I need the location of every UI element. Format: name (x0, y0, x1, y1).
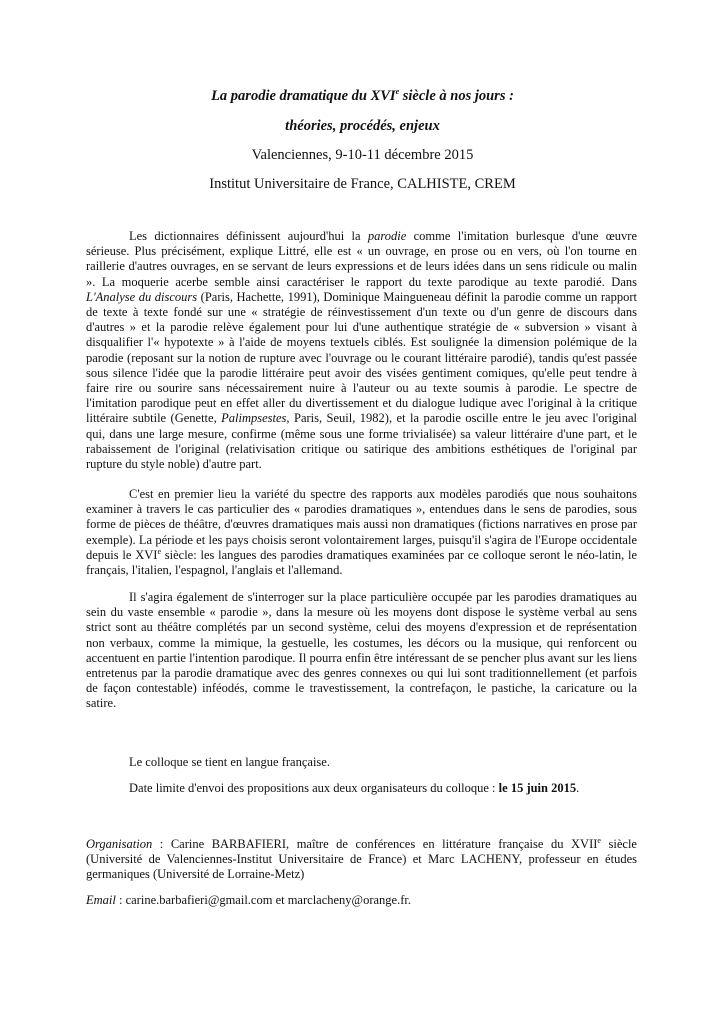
paragraph-text: comme l'imitation burlesque d'une œuvre sérieuse. Plus précisément, explique Littré, elle est « un ouvrage, en prose ou en vers, où l'on tourne en raillerie d'autres ouvrages, en se servant de leurs expressions et de leurs idées dans un sens ridicule ou malin ». La moquerie acerbe semble ainsi caractériser le rapport du texte parodique au texte parodié. Dans (86, 229, 637, 289)
paragraph-text: (Paris, Hachette, 1991), Dominique Maingueneau définit la parodie comme un rapport de texte à texte fondé sur une « stratégie de réinvestissement d'un texte ou d'un genre de discours dans d'autres » et la parodie relève également pour lui d'une authentique stratégie de « subversion » visant à disqualifier l'« hypotexte » à l'aide de moyens textuels ciblés. Est soulignée la dimension polémique de la parodie (reposant sur la notion de rupture avec l'ouvrage ou le courant littéraire parodié), tandis qu'est passée sous silence l'idée que la parodie littéraire peut avoir des visées gentiment comiques, qu'elle peut tendre à faire rire ou sourire sans nécessairement nuire à l'auteur ou au texte soumis à parodie. Le spectre de l'imitation parodique peut en effet aller du divertissement et du dialogue ludique avec l'original à la critique littéraire subtile (Genette, (86, 289, 637, 426)
century-superscript: e (597, 835, 601, 845)
paragraph-text: C'est en premier lieu la variété du spectre des rapports aux modèles parodiés que nous souhaitons examiner à travers le cas particulier des « parodies dramatiques », entendues dans le sens de parodies, sous forme de pièces de théâtre, d'œuvres dramatiques mais aussi non dramatiques (fictions narratives en prose par exemple). La période et les pays choisis seront volontairement larges, puisqu'il s'agira de l'Europe occidentale depuis le XVI (86, 487, 637, 562)
page-title (0, 88, 725, 105)
organisation-text: siècle (Université de Valenciennes-Institut Universitaire de France) et Marc LACHENY, professeur en études germaniques (Université de Lorraine-Metz) (86, 837, 637, 882)
title-text-end: siècle à nos jours : (399, 88, 514, 104)
deadline-end: . (576, 781, 580, 795)
book-title: Palimpsestes (221, 411, 287, 426)
email-label: Email (86, 893, 116, 907)
title-superscript: e (395, 87, 400, 97)
paragraph-scope (86, 487, 637, 578)
language-note: Le colloque se tient en langue française. (129, 755, 330, 769)
paragraph-text: , Paris, Seuil, 1982), et la parodie oscille entre le jeu avec l'original qui, dans une large mesure, confirme (même sous une forme trivialisée) sa valeur littéraire d'une part, et le rabaissement de l'original (relativisation critique ou satirique des ambitions esthétiques de l'original par rupture du style noble) d'autre part. (86, 411, 637, 472)
deadline-note (129, 781, 579, 796)
deadline-date: le 15 juin 2015 (498, 781, 577, 795)
deadline-text: Date limite d'envoi des propositions aux deux organisateurs du colloque : (129, 781, 499, 795)
event-dates: Valenciennes, 9-10-11 décembre 2015 (251, 147, 474, 163)
paragraph-text: siècle: les langues des parodies dramatiques examinées par ce colloque seront le néo-latin, le français, l'italien, l'espagnol, l'anglais et l'allemand. (86, 547, 637, 578)
event-institution: Institut Universitaire de France, CALHISTE, CREM (209, 176, 516, 192)
organisation-label: Organisation (86, 837, 153, 851)
book-title: L'Analyse du discours (86, 289, 198, 304)
century-superscript: e (157, 546, 161, 556)
paragraph-theatre: Il s'agira également de s'interroger sur la place particulière occupée par les parodies dramatiques au sein du vaste ensemble « parodie », dans la mesure où les moyens dont dispose le système verbal au sens strict sont au théâtre complétés par un second système, celui des moyens d'expression et de représentation non verbaux, comme la mimique, la gestuelle, les costumes, les décors ou la musique, qui renforcent ou accentuent en partie l'intention parodique. Il pourra enfin être intéressant de se pencher plus avant sur les liens entretenus par la parodie dramatique avec des genres connexes ou qui lui sont traditionnellement (et parfois de façon contestable) inféodés, comme le travestissement, la contrefaçon, le pastiche, la caricature ou la satire. (86, 590, 637, 711)
paragraph-text: Les dictionnaires définissent aujourd'hui la (129, 229, 368, 243)
page-subtitle: théories, procédés, enjeux (285, 118, 440, 134)
italic-term: parodie (367, 229, 407, 243)
paragraph-intro (86, 229, 637, 472)
title-text: La parodie dramatique du XVI (211, 88, 396, 104)
organisation-block (86, 837, 637, 883)
organisation-text: : Carine BARBAFIERI, maître de conférences en littérature française du XVII (152, 837, 598, 851)
email-block (86, 893, 637, 908)
email-addresses: : carine.barbafieri@gmail.com et marclacheny@orange.fr. (115, 893, 411, 907)
